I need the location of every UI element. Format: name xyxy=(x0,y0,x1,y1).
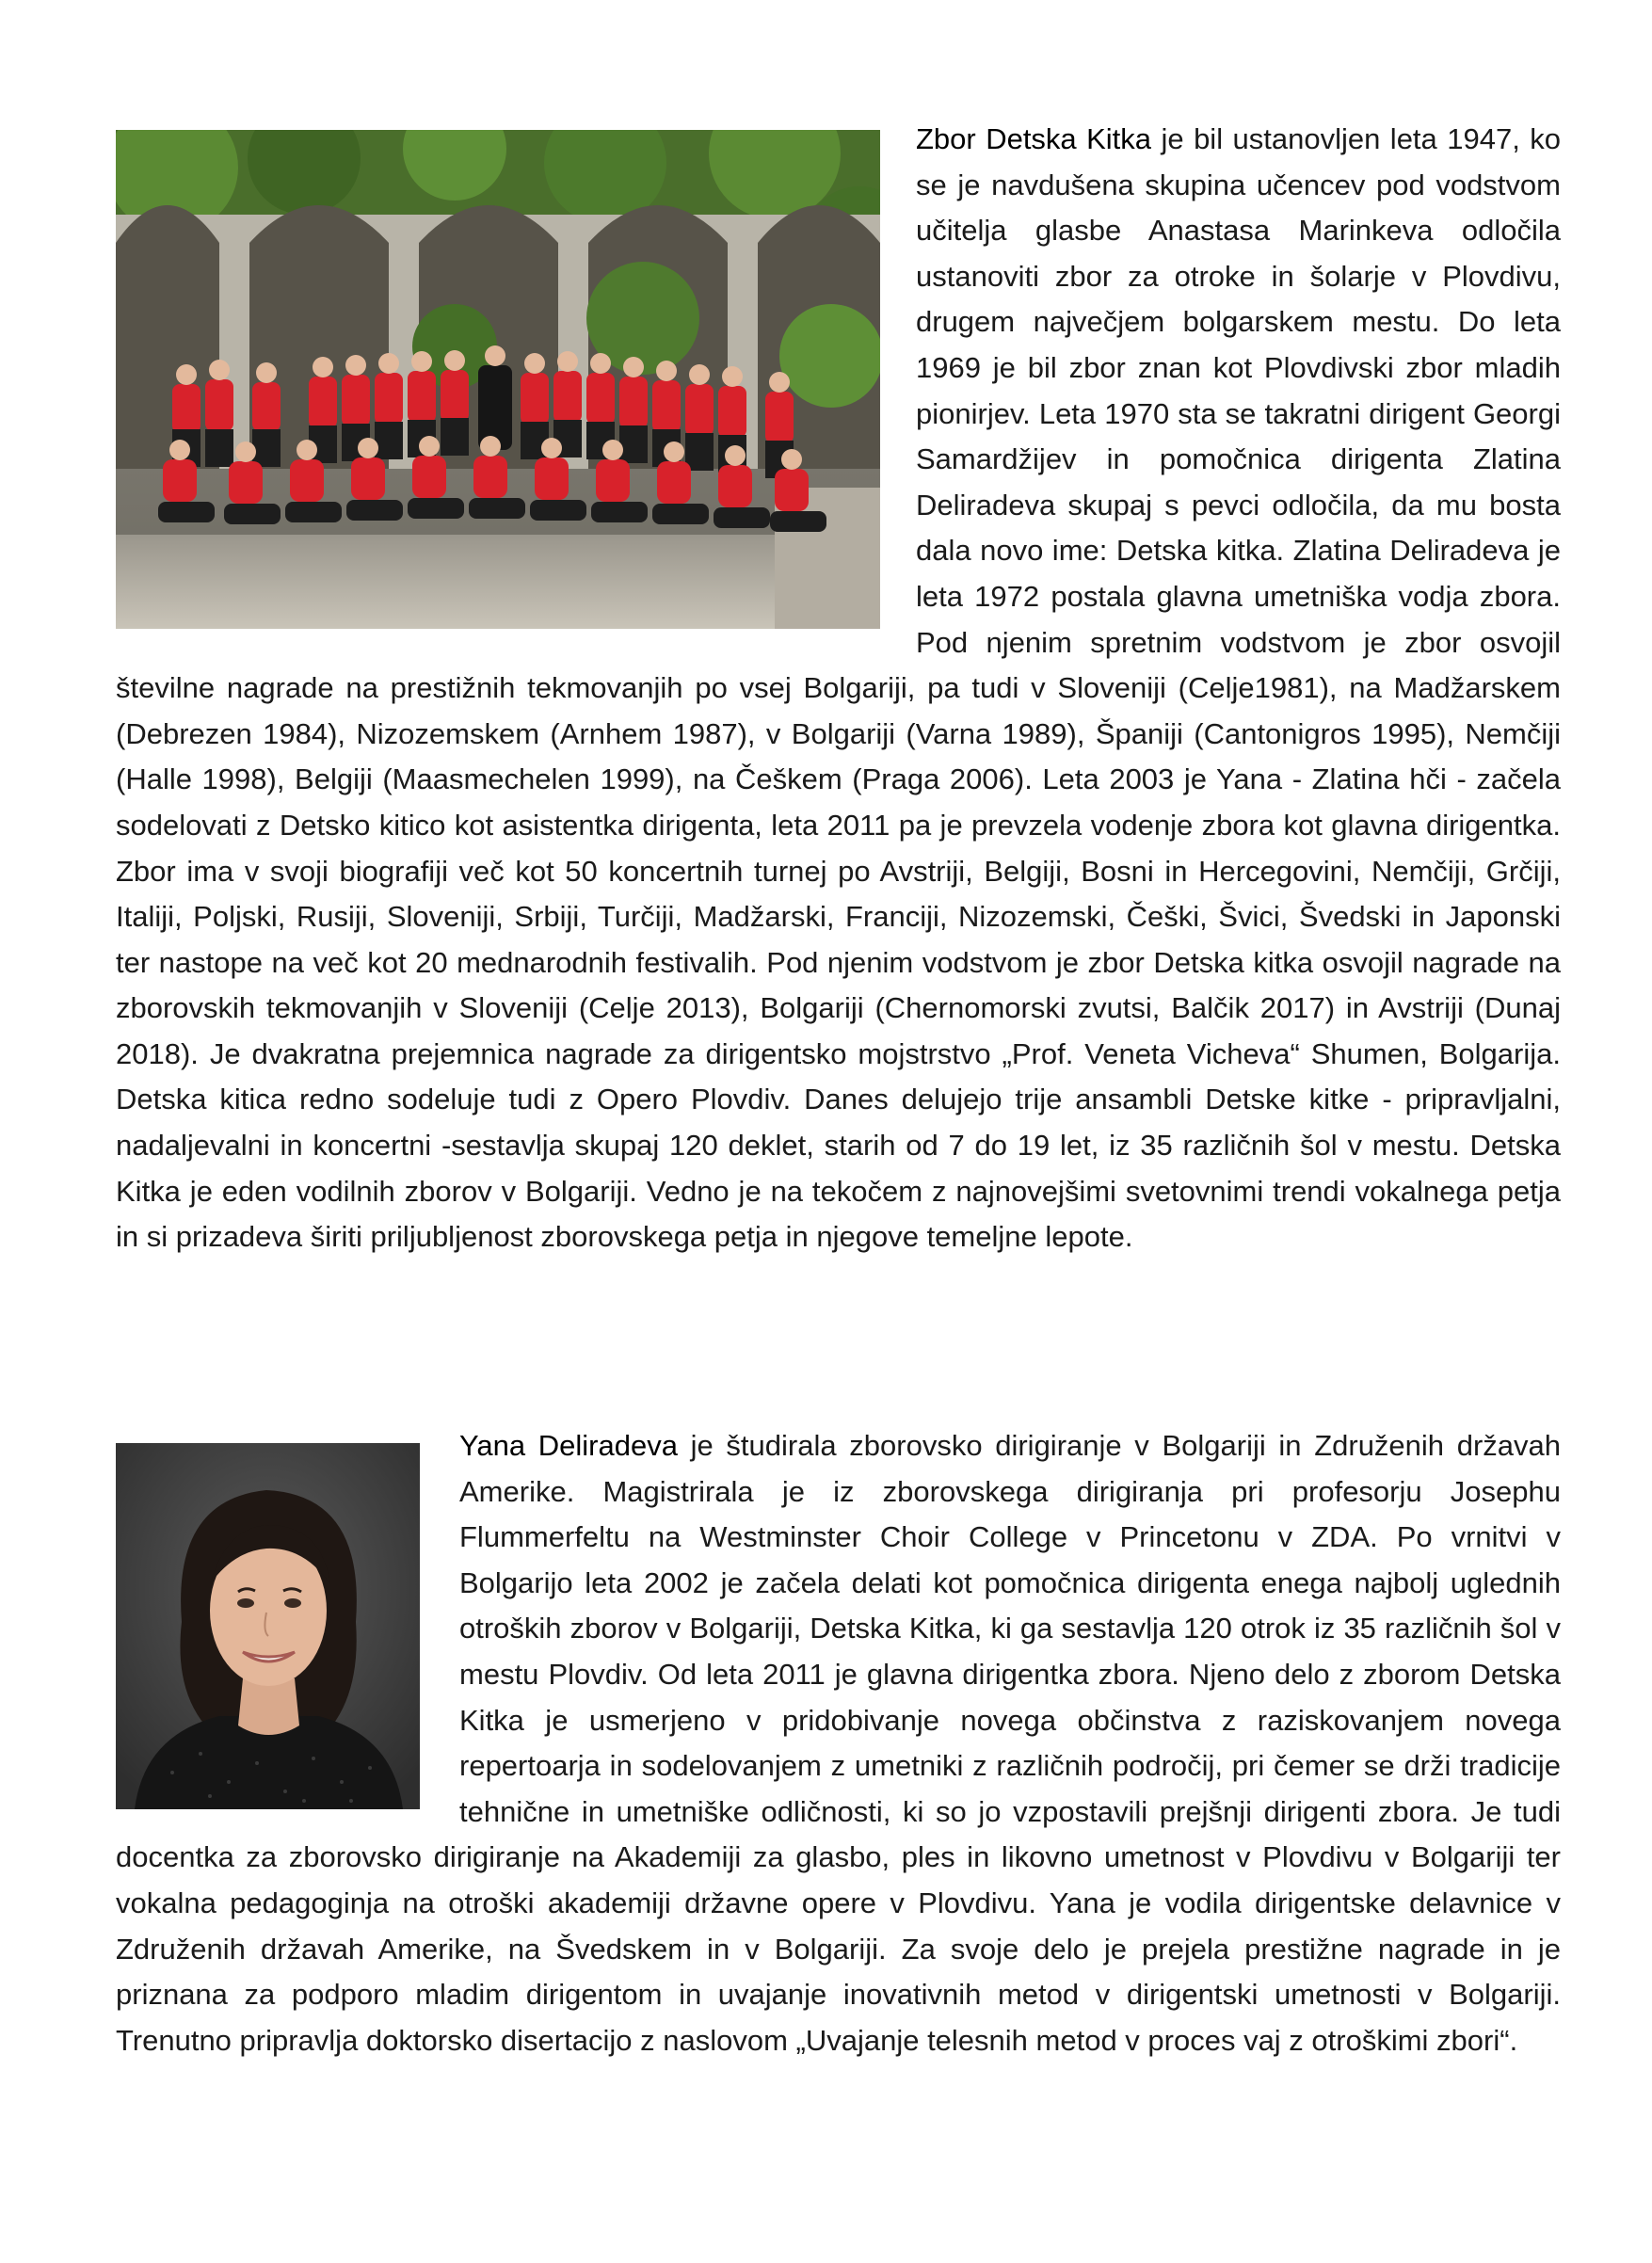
portrait-illustration xyxy=(116,1443,420,1809)
choir-name: Zbor Detska Kitka xyxy=(916,122,1152,155)
conductor-section xyxy=(116,1423,1561,2063)
choir-photo-illustration xyxy=(116,130,880,629)
choir-members xyxy=(158,345,826,532)
conductor-portrait-photo xyxy=(116,1443,420,1809)
choir-section xyxy=(116,117,1561,1260)
conductor-name: Yana Deliradeva xyxy=(459,1429,678,1462)
choir-group-photo xyxy=(116,130,880,629)
conductor-text: je študirala zborovsko dirigiranje v Bolgariji in Združenih državah Amerike. Magistrirala je iz zborovskega dirigiranja pri profesorju Josephu Flummerfeltu na Westminster Choir College v Princetonu v ZDA. Po vrnitvi v Bolgarijo leta 2002 je začela delati kot pomočnica dirigenta enega najbolj uglednih otroških zborov v Bolgariji, Detska Kitka, ki ga sestavlja 120 otrok iz 35 različnih šol v mestu Plovdiv. Od leta 2011 je glavna dirigentka zbora. Njeno delo z zborom Detska Kitka je usmerjeno v pridobivanje novega občinstva z raziskovanjem novega repertoarja in sodelovanjem z umetniki z različnih področij, pri čemer se drži tradicije tehnične in umetniške odličnosti, ki so jo vzpostavili prejšnji dirigenti zbora. Je tudi docentka za zborovsko dirigiranje na Akademiji za glasbo, ples in likovno umetnost v Plovdivu v Bolgariji ter vokalna pedagoginja na otroški akademiji državne opere v Plovdivu. Yana je vodila dirigentske delavnice v Združenih državah Amerike, na Švedskem in v Bolgariji. Za svoje delo je prejela prestižne nagrade in je priznana za podporo mladim dirigentom in uvajanje inovativnih metod v dirigentski umetnosti v Bolgariji. Trenutno pripravlja doktorsko disertacijo z naslovom „Uvajanje telesnih metod v proces vaj z otroškimi zbori“. xyxy=(116,1429,1561,2057)
choir-text: je bil ustanovljen leta 1947, ko se je navdušena skupina učencev pod vodstvom učitelja glasbe Anastasa Marinkeva odločila ustanoviti zbor za otroke in šolarje v Plovdivu, drugem največjem bolgarskem mestu. Do leta 1969 je bil zbor znan kot Plovdivski zbor mladih pionirjev. Leta 1970 sta se takratni dirigent Georgi Samardžijev in pomočnica dirigenta Zlatina Deliradeva skupaj s pevci odločila, da mu bosta dala novo ime: Detska kitka. Zlatina Deliradeva je leta 1972 postala glavna umetniška vodja zbora. Pod njenim spretnim vodstvom je zbor osvojil številne nagrade na prestižnih tekmovanjih po vsej Bolgariji, pa tudi v Sloveniji (Celje1981), na Madžarskem (Debrezen 1984), Nizozemskem (Arnhem 1987), v Bolgariji (Varna 1989), Španiji (Cantonigros 1995), Nemčiji (Halle 1998), Belgiji (Maasmechelen 1999), na Češkem (Praga 2006). Leta 2003 je Yana - Zlatina hči - začela sodelovati z Detsko kitico kot asistentka dirigenta, leta 2011 pa je prevzela vodenje zbora kot glavna dirigentka. Zbor ima v svoji biografiji več kot 50 koncertnih turnej po Avstriji, Belgiji, Bosni in Hercegovini, Nemčiji, Grčiji, Italiji, Poljski, Rusiji, Sloveniji, Srbiji, Turčiji, Madžarski, Franciji, Nizozemski, Češki, Švici, Švedski in Japonski ter nastope na več kot 20 mednarodnih festivalih. Pod njenim vodstvom je zbor Detska kitka osvojil nagrade na zborovskih tekmovanjih v Sloveniji (Celje 2013), Bolgariji (Chernomorski zvutsi, Balčik 2017) in Avstriji (Dunaj 2018). Je dvakratna prejemnica nagrade za dirigentsko mojstrstvo „Prof. Veneta Vicheva“ Shumen, Bolgarija. Detska kitica redno sodeluje tudi z Opero Plovdiv. Danes delujejo trije ansambli Detske kitke - pripravljalni, nadaljevalni in koncertni -sestavlja skupaj 120 deklet, starih od 7 do 19 let, iz 35 različnih šol v mestu. Detska Kitka je eden vodilnih zborov v Bolgariji. Vedno je na tekočem z najnovejšimi svetovnimi trendi vokalnega petja in si prizadeva širiti priljubljenost zborovskega petja in njegove temeljne lepote. xyxy=(116,122,1561,1254)
